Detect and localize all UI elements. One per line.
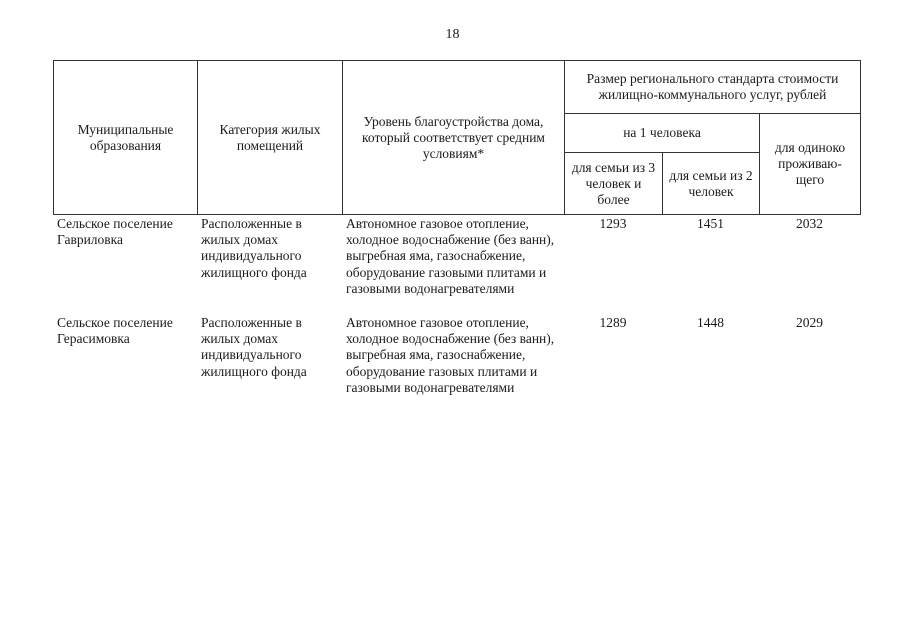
header-standard-size: Размер регионального стандарта стоимости жилищно-коммунального услуг, рублей [565, 61, 861, 114]
row-level: Автономное газовое отопление, холодное водоснабжение (без ванн), выгребная яма, газоснабжение, оборудование газовых плитами и газовыми водонагревателями [346, 315, 555, 395]
header-per-person: на 1 человека [565, 114, 760, 153]
table-header [53, 60, 861, 215]
row-family2: 1448 [697, 315, 724, 331]
header-family2: для семьи из 2 человек [663, 153, 760, 215]
header-municipality: Муниципальные образования [54, 61, 198, 215]
page-number: 18 [445, 27, 460, 42]
row-category: Расположенные в жилых домах индивидуального жилищного фонда [201, 216, 307, 280]
row-family3: 1289 [599, 315, 627, 331]
row-municipality: Сельское поселение Герасимовка [57, 315, 173, 347]
data-rows [53, 216, 860, 396]
table-row [53, 315, 860, 396]
header-family3: для семьи из 3 человек и более [565, 153, 663, 215]
row-level: Автономное газовое отопление, холодное водоснабжение (без ванн), выгребная яма, газоснабжение, оборудование газовыми плитами и газовыми водонагревателями [346, 216, 555, 296]
row-single: 2032 [796, 216, 823, 231]
header-single: для одиноко проживаю-щего [760, 114, 861, 215]
row-municipality: Сельское поселение Гавриловка [57, 216, 173, 248]
row-family3: 1293 [599, 216, 627, 231]
row-family2: 1451 [697, 216, 724, 231]
row-category: Расположенные в жилых домах индивидуального жилищного фонда [201, 315, 307, 379]
row-single: 2029 [796, 315, 823, 331]
header-level: Уровень благоустройства дома, который соответствует средним условиям* [343, 61, 565, 215]
table-row [53, 216, 860, 297]
header-category: Категория жилых помещений [198, 61, 343, 215]
